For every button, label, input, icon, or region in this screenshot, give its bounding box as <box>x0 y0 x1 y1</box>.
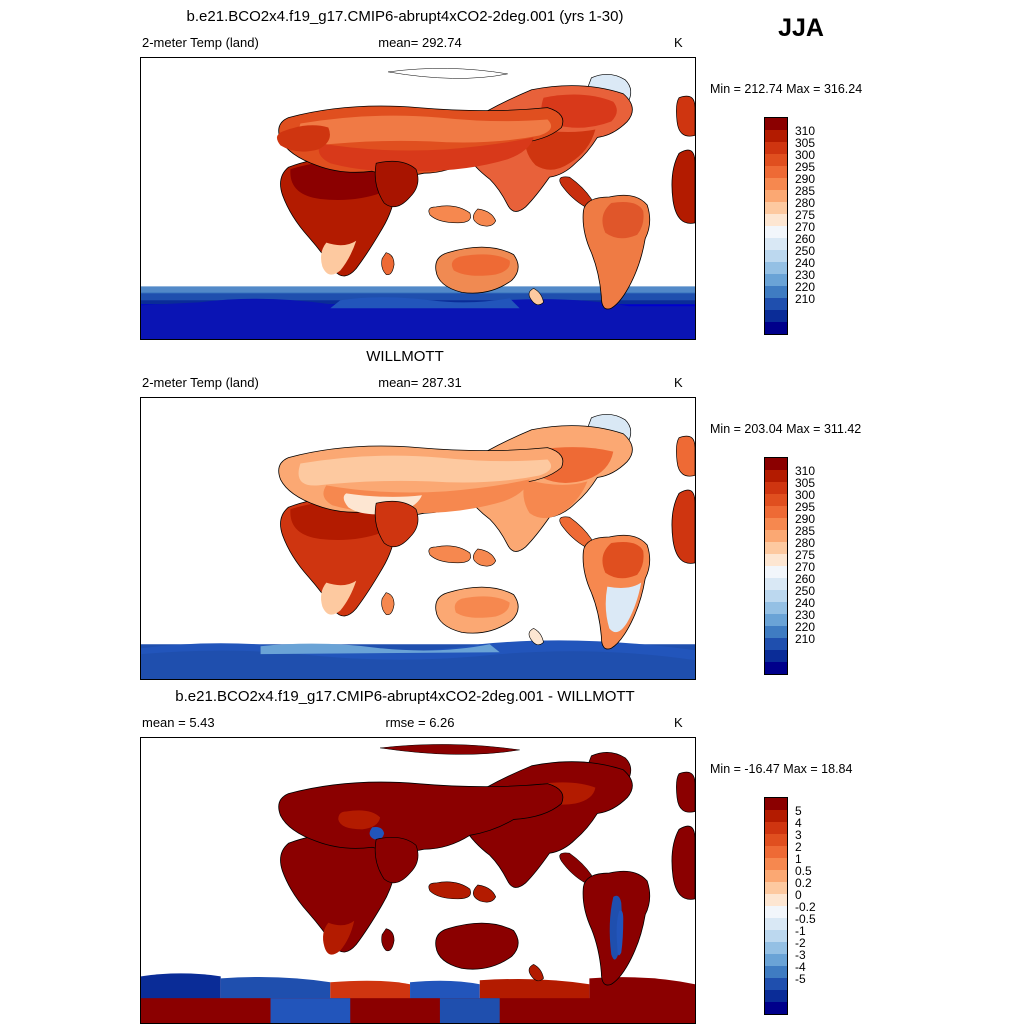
colorbar-tick-label: 295 <box>795 500 816 514</box>
colorbar-segment <box>765 518 787 530</box>
colorbar-tick-label: 5 <box>795 804 802 818</box>
colorbar-segment <box>765 142 787 154</box>
colorbar-tick-label: 300 <box>795 488 816 502</box>
colorbar-tick-label: -0.5 <box>795 912 816 926</box>
colorbar-tick-label: 260 <box>795 572 816 586</box>
colorbar-tick-label: 285 <box>795 184 816 198</box>
colorbar-segment <box>765 918 787 930</box>
colorbar-segment <box>765 470 787 482</box>
colorbar-segment <box>765 650 787 662</box>
colorbar-tick-label: 270 <box>795 560 816 574</box>
colorbar-segment <box>765 482 787 494</box>
panel-1-colorbar[interactable] <box>764 117 788 335</box>
panel-3-map-area <box>141 738 695 1023</box>
panel-1-colorbar-ticks <box>795 117 855 333</box>
colorbar-segment <box>765 626 787 638</box>
colorbar-tick-label: 230 <box>795 608 816 622</box>
panel-3-center-label: rmse = 6.26 <box>385 715 455 730</box>
colorbar-segment <box>765 190 787 202</box>
colorbar-segment <box>765 166 787 178</box>
colorbar-segment <box>765 178 787 190</box>
colorbar-segment <box>765 858 787 870</box>
panel-2-center-label: mean= 287.31 <box>378 375 462 390</box>
colorbar-tick-label: 1 <box>795 852 802 866</box>
panel-2-map-area <box>141 398 695 679</box>
colorbar-segment <box>765 590 787 602</box>
colorbar-tick-label: -4 <box>795 960 806 974</box>
colorbar-segment <box>765 966 787 978</box>
colorbar-segment <box>765 542 787 554</box>
panel-3-map[interactable] <box>140 737 696 1024</box>
colorbar-tick-label: 310 <box>795 464 816 478</box>
colorbar-tick-label: 210 <box>795 632 816 646</box>
panel-1-title: b.e21.BCO2x4.f19_g17.CMIP6-abrupt4xCO2-2deg.001 (yrs 1-30) <box>186 8 624 25</box>
panel-1-left-label: 2-meter Temp (land) <box>142 35 259 50</box>
colorbar-segment <box>765 930 787 942</box>
colorbar-segment <box>765 614 787 626</box>
colorbar-segment <box>765 310 787 322</box>
colorbar-segment <box>765 662 787 674</box>
colorbar-segment <box>765 798 787 810</box>
colorbar-tick-label: 3 <box>795 828 802 842</box>
colorbar-segment <box>765 506 787 518</box>
colorbar-tick-label: 240 <box>795 596 816 610</box>
panel-3-left-label: mean = 5.43 <box>142 715 215 730</box>
colorbar-segment <box>765 602 787 614</box>
panel-2-colorbar-ticks <box>795 457 855 673</box>
colorbar-tick-label: 285 <box>795 524 816 538</box>
colorbar-segment <box>765 578 787 590</box>
colorbar-tick-label: 275 <box>795 548 816 562</box>
colorbar-tick-label: 280 <box>795 536 816 550</box>
colorbar-tick-label: 280 <box>795 196 816 210</box>
colorbar-tick-label: 305 <box>795 136 816 150</box>
season-label: JJA <box>778 14 824 42</box>
colorbar-segment <box>765 894 787 906</box>
colorbar-segment <box>765 554 787 566</box>
panel-1-map-area <box>141 58 695 339</box>
colorbar-segment <box>765 638 787 650</box>
panel-2-continents <box>141 398 695 679</box>
panel-3-colorbar[interactable] <box>764 797 788 1015</box>
colorbar-segment <box>765 882 787 894</box>
panel-1-continents <box>141 58 695 339</box>
colorbar-segment <box>765 298 787 310</box>
colorbar-segment <box>765 154 787 166</box>
panel-2-units-label: K <box>674 375 683 390</box>
colorbar-segment <box>765 262 787 274</box>
colorbar-segment <box>765 322 787 334</box>
panel-1-minmax: Min = 212.74 Max = 316.24 <box>710 82 863 96</box>
colorbar-segment <box>765 530 787 542</box>
panel-1-center-label: mean= 292.74 <box>378 35 462 50</box>
colorbar-tick-label: 4 <box>795 816 802 830</box>
colorbar-tick-label: -0.2 <box>795 900 816 914</box>
colorbar-segment <box>765 566 787 578</box>
colorbar-tick-label: 290 <box>795 172 816 186</box>
colorbar-tick-label: 210 <box>795 292 816 306</box>
panel-2-minmax: Min = 203.04 Max = 311.42 <box>710 422 862 436</box>
panel-3-units-label: K <box>674 715 683 730</box>
colorbar-segment <box>765 870 787 882</box>
colorbar-tick-label: 295 <box>795 160 816 174</box>
colorbar-segment <box>765 226 787 238</box>
colorbar-tick-label: 230 <box>795 268 816 282</box>
colorbar-segment <box>765 202 787 214</box>
panel-2-title: WILLMOTT <box>366 348 444 365</box>
panel-1-units-label: K <box>674 35 683 50</box>
colorbar-tick-label: -3 <box>795 948 806 962</box>
colorbar-tick-label: 270 <box>795 220 816 234</box>
colorbar-tick-label: 2 <box>795 840 802 854</box>
panel-1-map[interactable] <box>140 57 696 340</box>
panel-2-left-label: 2-meter Temp (land) <box>142 375 259 390</box>
colorbar-segment <box>765 834 787 846</box>
colorbar-tick-label: 310 <box>795 124 816 138</box>
colorbar-tick-label: 300 <box>795 148 816 162</box>
colorbar-tick-label: 220 <box>795 620 816 634</box>
colorbar-tick-label: 275 <box>795 208 816 222</box>
colorbar-segment <box>765 130 787 142</box>
panel-3-title: b.e21.BCO2x4.f19_g17.CMIP6-abrupt4xCO2-2deg.001 - WILLMOTT <box>175 688 635 705</box>
panel-3-minmax: Min = -16.47 Max = 18.84 <box>710 762 853 776</box>
colorbar-tick-label: 220 <box>795 280 816 294</box>
panel-3-colorbar-ticks <box>795 797 855 1013</box>
colorbar-segment <box>765 954 787 966</box>
colorbar-segment <box>765 1002 787 1014</box>
colorbar-segment <box>765 286 787 298</box>
colorbar-segment <box>765 494 787 506</box>
colorbar-segment <box>765 274 787 286</box>
colorbar-tick-label: -5 <box>795 972 806 986</box>
colorbar-segment <box>765 990 787 1002</box>
colorbar-segment <box>765 942 787 954</box>
colorbar-segment <box>765 810 787 822</box>
panel-2-colorbar[interactable] <box>764 457 788 675</box>
colorbar-tick-label: 250 <box>795 584 816 598</box>
panel-3-continents <box>141 738 695 1023</box>
colorbar-tick-label: 260 <box>795 232 816 246</box>
colorbar-tick-label: 240 <box>795 256 816 270</box>
colorbar-segment <box>765 906 787 918</box>
colorbar-tick-label: 0 <box>795 888 802 902</box>
colorbar-tick-label: -1 <box>795 924 806 938</box>
colorbar-segment <box>765 822 787 834</box>
colorbar-tick-label: 290 <box>795 512 816 526</box>
colorbar-tick-label: -2 <box>795 936 806 950</box>
colorbar-tick-label: 0.5 <box>795 864 812 878</box>
colorbar-segment <box>765 978 787 990</box>
colorbar-tick-label: 0.2 <box>795 876 812 890</box>
panel-2-map[interactable] <box>140 397 696 680</box>
colorbar-segment <box>765 250 787 262</box>
colorbar-segment <box>765 238 787 250</box>
colorbar-segment <box>765 846 787 858</box>
colorbar-tick-label: 305 <box>795 476 816 490</box>
colorbar-segment <box>765 458 787 470</box>
colorbar-segment <box>765 118 787 130</box>
colorbar-segment <box>765 214 787 226</box>
colorbar-tick-label: 250 <box>795 244 816 258</box>
